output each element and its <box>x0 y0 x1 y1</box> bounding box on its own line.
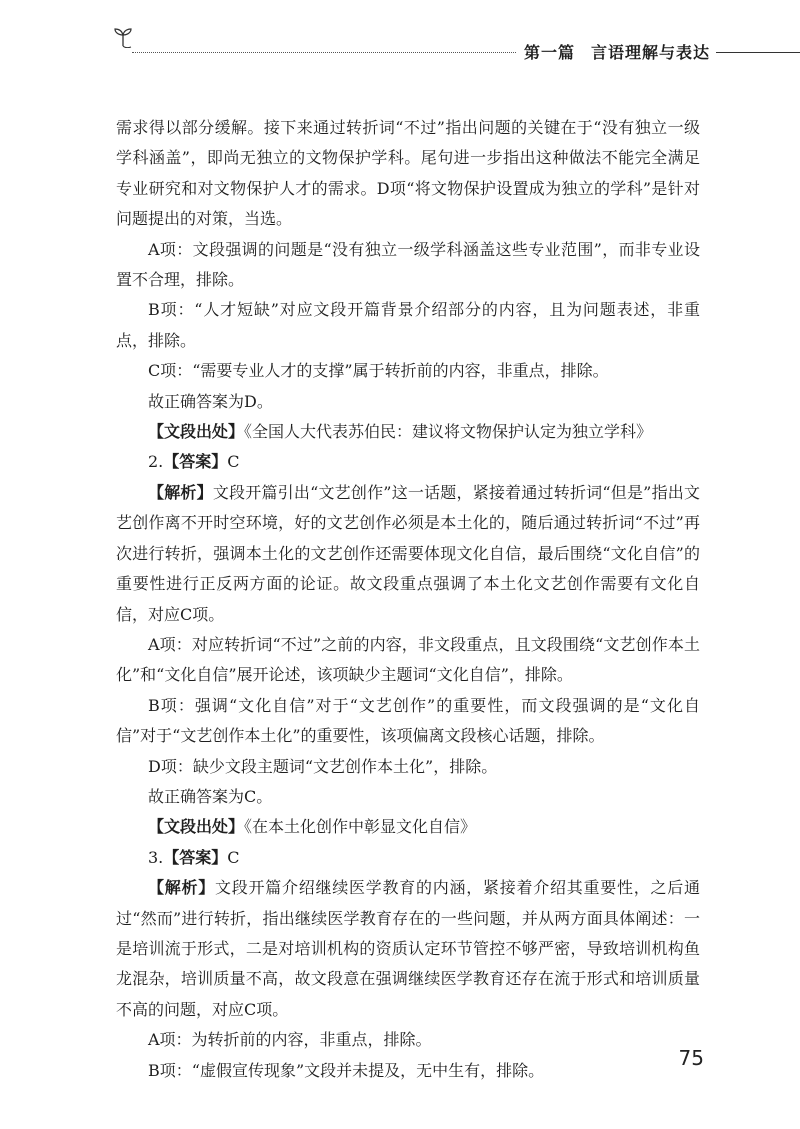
paragraph <box>116 295 700 356</box>
paragraph-text: D项：缺少文段主题词“文艺创作本土化”，排除。 <box>148 756 498 776</box>
paragraph-text: 故正确答案为C。 <box>148 786 273 806</box>
header-dotted-rule <box>132 52 516 53</box>
section-label: 【答案】 <box>163 452 228 472</box>
paragraph <box>116 1025 700 1055</box>
paragraph-text: 需求得以部分缓解。接下来通过转折词“不过”指出问题的关键在于“没有独立一级学科涵盖”，即尚无独立的文物保护学科。尾句进一步指出这种做法不能完全满足专业研究和对文物保护人才的需求。D项“将文物保护设置成为独立的学科”是针对问题提出的对策，当选。 <box>116 118 700 229</box>
paragraph-text: C <box>227 847 240 867</box>
paragraph <box>116 812 700 842</box>
paragraph <box>116 630 700 691</box>
section-title: 言语理解与表达 <box>591 43 711 62</box>
paragraph <box>116 782 700 812</box>
paragraph-text: 故正确答案为D。 <box>148 391 273 411</box>
paragraph <box>116 447 700 477</box>
body-text <box>116 113 700 1086</box>
paragraph-text: A项：文段强调的问题是“没有独立一级学科涵盖这些专业范围”，而非专业设置不合理，排除。 <box>116 239 700 290</box>
paragraph <box>116 113 700 235</box>
paragraph <box>116 478 700 630</box>
paragraph-text: B项：强调“文化自信”对于“文艺创作”的重要性，而文段强调的是“文化自信”对于“文艺创作本土化”的重要性，该项偏离文段核心话题，排除。 <box>116 695 700 746</box>
paragraph <box>116 843 700 873</box>
paragraph-text: 《在本土化创作中彰显文化自信》 <box>244 817 477 837</box>
paragraph <box>116 417 700 447</box>
paragraph-text: A项：对应转折词“不过”之前的内容，非文段重点，且文段围绕“文艺创作本土化”和“文化自信”展开论述，该项缺少主题词“文化自信”，排除。 <box>116 634 700 685</box>
paragraph-text: B项：“虚假宣传现象”文段并未提及，无中生有，排除。 <box>148 1060 545 1080</box>
paragraph-text: B项：“人才短缺”对应文段开篇背景介绍部分的内容，且为问题表述，非重点，排除。 <box>116 300 700 350</box>
section-label: 【解析】 <box>148 878 215 898</box>
paragraph <box>116 752 700 782</box>
paragraph-text: A项：为转折前的内容，非重点，排除。 <box>148 1030 432 1050</box>
paragraph-text: 《全国人大代表苏伯民：建议将文物保护认定为独立学科》 <box>244 422 653 442</box>
paragraph <box>116 873 700 1025</box>
paragraph <box>116 691 700 752</box>
paragraph <box>116 387 700 417</box>
sprout-icon <box>112 26 134 48</box>
part-label: 第一篇 <box>524 43 576 62</box>
section-label: 【文段出处】 <box>148 817 245 837</box>
paragraph <box>116 356 700 386</box>
paragraph-text: 文段开篇介绍继续医学教育的内涵，紧接着介绍其重要性，之后通过“然而”进行转折，指出继续医学教育存在的一些问题，并从两方面具体阐述：一是培训流于形式，二是对培训机构的资质认定环节管控不够严密，导致培训机构鱼龙混杂，培训质量不高，故文段意在强调继续医学教育还存在流于形式和培训质量不高的问题，对应C项。 <box>116 878 700 1019</box>
header-solid-rule <box>716 52 800 53</box>
section-label: 【答案】 <box>163 847 228 867</box>
paragraph <box>116 235 700 296</box>
question-number: 3. <box>148 847 164 867</box>
page-header <box>0 0 800 70</box>
paragraph-text: C项：“需要专业人才的支撑”属于转折前的内容，非重点，排除。 <box>148 361 609 381</box>
paragraph <box>116 1056 700 1086</box>
section-label: 【文段出处】 <box>148 422 245 442</box>
section-label: 【解析】 <box>148 482 213 502</box>
paragraph-text: C <box>227 452 240 472</box>
question-number: 2. <box>148 452 164 472</box>
page-number: 75 <box>678 1046 704 1070</box>
paragraph-text: 文段开篇引出“文艺创作”这一话题，紧接着通过转折词“但是”指出文艺创作离不开时空环境，好的文艺创作必须是本土化的，随后通过转折词“不过”再次进行转折，强调本土化的文艺创作还需要体现文化自信，最后围绕“文化自信”的重要性进行正反两方面的论证。故文段重点强调了本土化文艺创作需要有文化自信，对应C项。 <box>116 482 700 624</box>
chapter-title <box>524 40 710 63</box>
